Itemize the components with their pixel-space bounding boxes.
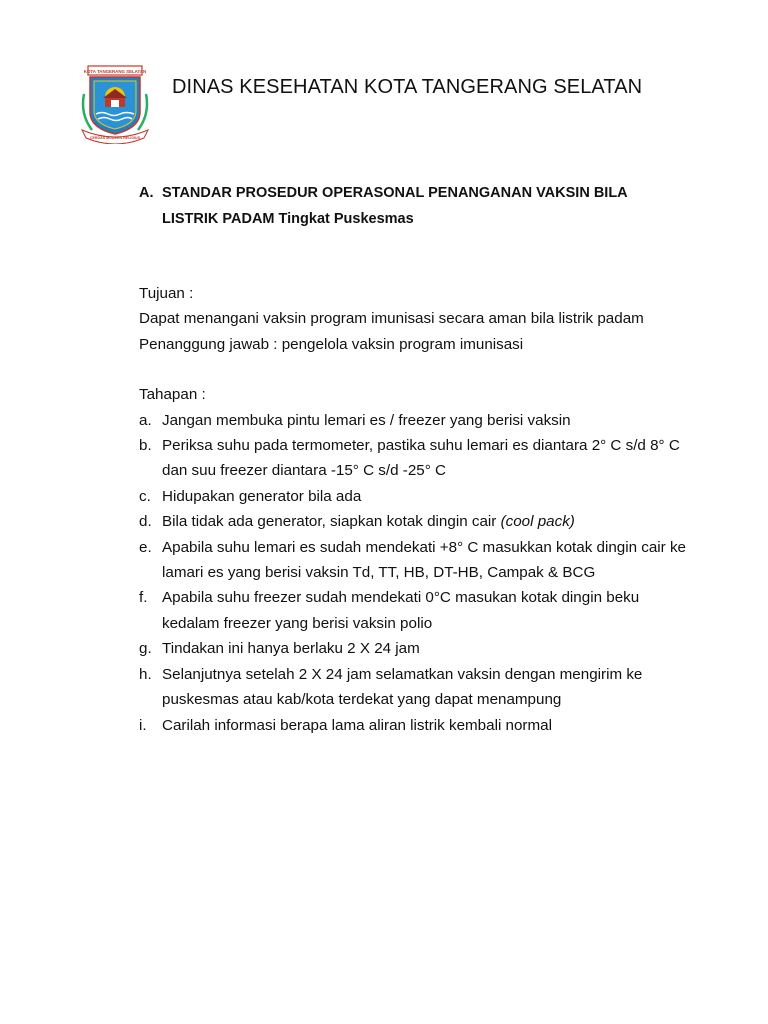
list-marker: g. xyxy=(139,640,152,658)
list-marker: b. xyxy=(139,437,152,455)
city-emblem-logo xyxy=(78,64,152,144)
list-item-text: Bila tidak ada generator, siapkan kotak dingin cair xyxy=(162,513,501,531)
list-item-text: Tindakan ini hanya berlaku 2 X 24 jam xyxy=(162,640,420,658)
list-marker: i. xyxy=(139,716,147,734)
list-item-text: Jangan membuka pintu lemari es / freezer yang berisi vaksin xyxy=(162,411,571,429)
list-item-text: Apabila suhu lemari es sudah mendekati +8° C masukkan kotak dingin cair ke lamari es yang berisi vaksin Td, TT, HB, DT-HB, Campak & BCG xyxy=(162,538,686,582)
organization-title: DINAS KESEHATAN KOTA TANGERANG SELATAN xyxy=(172,76,643,98)
purpose-label: Tujuan : xyxy=(139,285,194,302)
list-item xyxy=(139,509,699,534)
list-item-text: Hidupakan generator bila ada xyxy=(162,487,362,505)
section-number: A. xyxy=(139,185,154,201)
list-marker: d. xyxy=(139,513,152,531)
list-item xyxy=(139,636,699,661)
list-item xyxy=(139,713,699,738)
list-item xyxy=(139,662,699,713)
section-title-line1: STANDAR PROSEDUR OPERASONAL PENANGANAN VAKSIN BILA xyxy=(162,185,628,201)
list-item xyxy=(139,484,699,509)
list-item xyxy=(139,585,699,636)
responsible-text: Penanggung jawab : pengelola vaksin program imunisasi xyxy=(139,335,524,353)
steps-list xyxy=(139,408,699,738)
list-marker: e. xyxy=(139,538,152,556)
section-title-line2 xyxy=(162,206,699,232)
list-marker: h. xyxy=(139,665,152,683)
list-item xyxy=(139,433,699,484)
list-marker: c. xyxy=(139,487,151,505)
section-title-line2-rest: Tingkat Puskesmas xyxy=(274,211,414,227)
document-body xyxy=(139,281,699,738)
list-marker: f. xyxy=(139,589,148,607)
list-item-italic: (cool pack) xyxy=(500,513,575,531)
list-item-text: Apabila suhu freezer sudah mendekati 0°C masukan kotak dingin beku kedalam freezer yang berisi vaksin polio xyxy=(162,589,640,632)
list-item-text: Periksa suhu pada termometer, pastika suhu lemari es diantara 2° C s/d 8° C dan suu freezer diantara -15° C s/d -25° C xyxy=(162,437,680,480)
list-item-text: Selanjutnya setelah 2 X 24 jam selamatkan vaksin dengan mengirim ke puskesmas atau kab/kota terdekat yang dapat menampung xyxy=(162,665,643,709)
list-item-text: Carilah informasi berapa lama aliran listrik kembali normal xyxy=(162,716,552,734)
purpose-text: Dapat menangani vaksin program imunisasi secara aman bila listrik padam xyxy=(139,310,644,328)
section-title-line2-bold: LISTRIK PADAM xyxy=(162,211,275,227)
logo-text-bottom: CERDAS MODERN RELIGIUS xyxy=(89,136,141,140)
steps-label: Tahapan : xyxy=(139,386,206,404)
section-heading xyxy=(139,180,699,232)
list-item xyxy=(139,408,699,433)
list-marker: a. xyxy=(139,411,152,429)
logo-text-top: KOTA TANGERANG SELATAN xyxy=(83,69,147,74)
list-item xyxy=(139,535,699,586)
